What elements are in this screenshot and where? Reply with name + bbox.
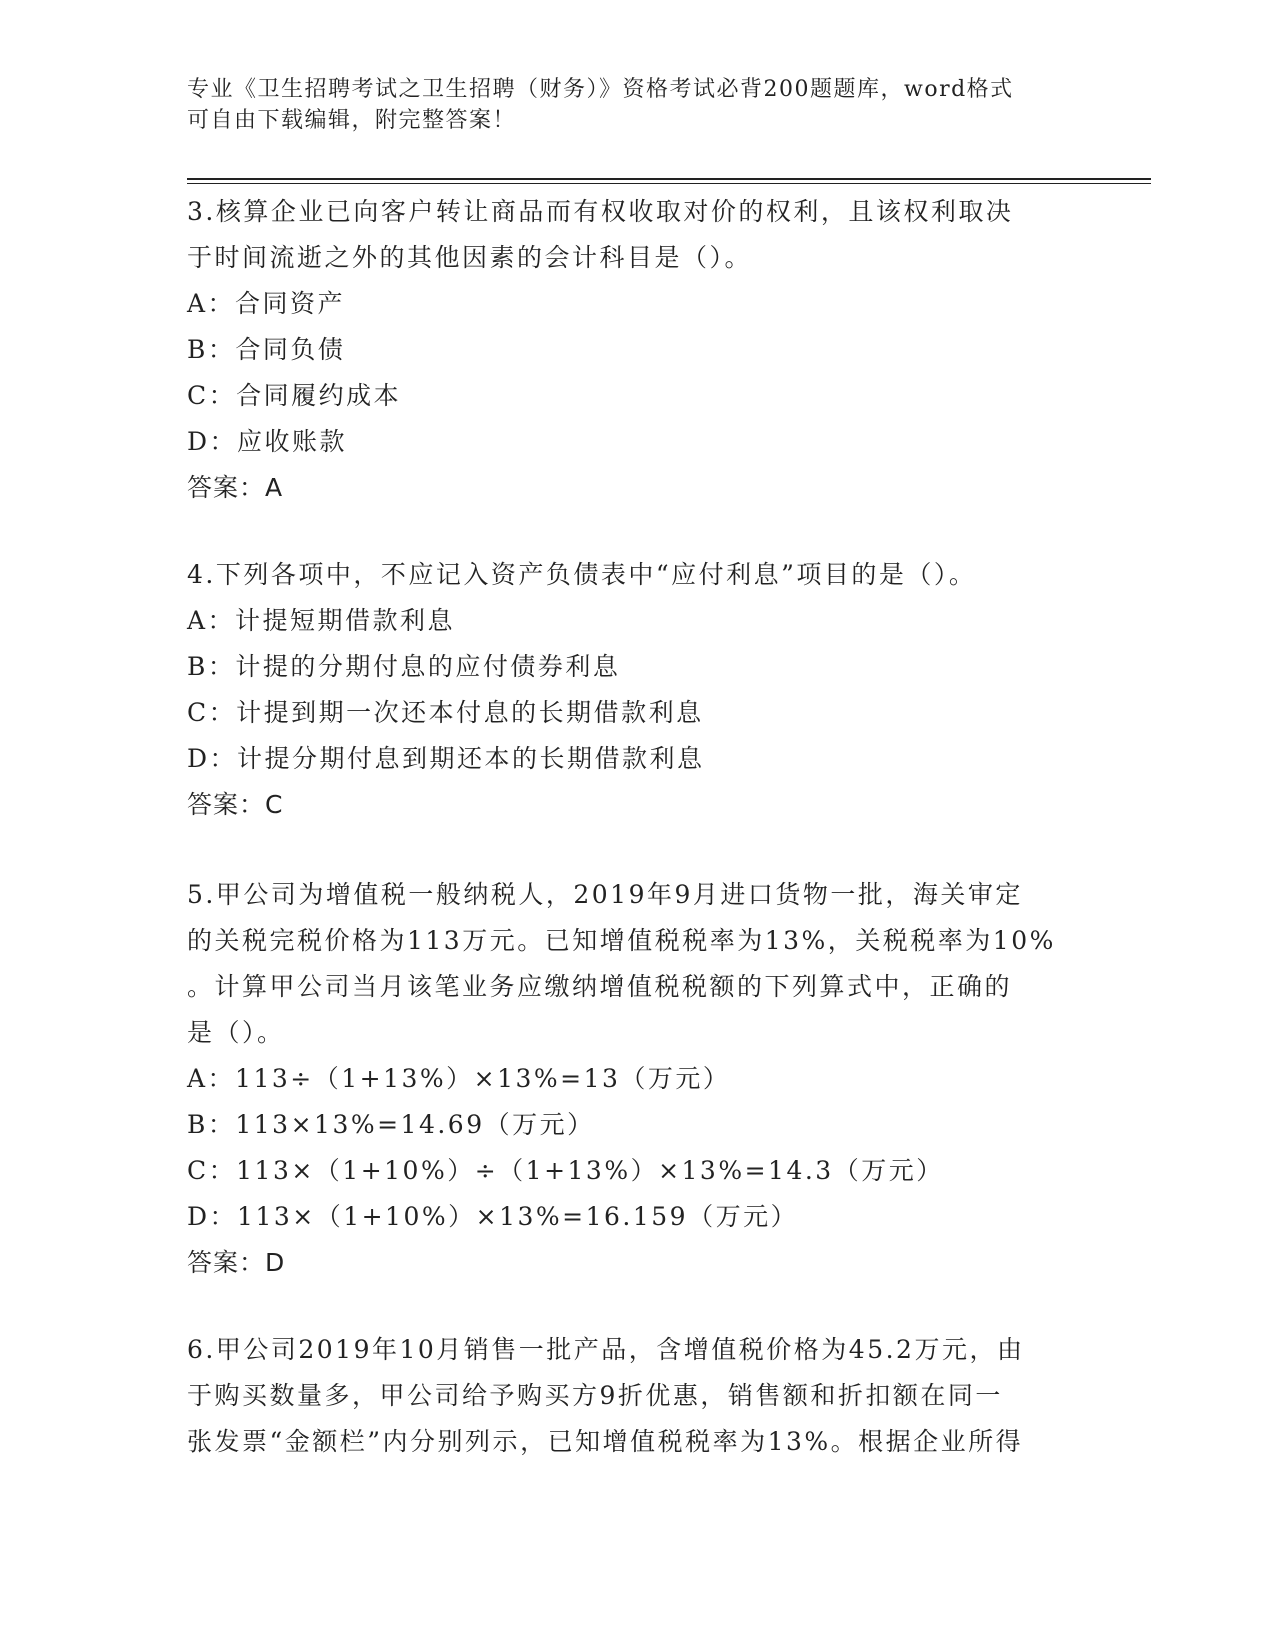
option-b: B：113×13%=14.69（万元） [187, 1110, 595, 1139]
answer: 答案：D [187, 1248, 286, 1277]
question-stem-line: 是（）。 [187, 1018, 285, 1047]
question-stem-line: 于购买数量多，甲公司给予购买方9折优惠，销售额和折扣额在同一 [187, 1381, 1003, 1410]
option-a: A：计提短期借款利息 [187, 606, 456, 635]
document-header [187, 74, 1087, 136]
option-c: C：113×（1+10%）÷（1+13%）×13%=14.3（万元） [187, 1156, 944, 1185]
question-4 [187, 552, 1087, 828]
option-b: B：计提的分期付息的应付债券利息 [187, 652, 621, 681]
question-stem-line: 张发票“金额栏”内分别列示，已知增值税税率为13%。根据企业所得 [187, 1427, 1024, 1456]
question-stem-line: 的关税完税价格为113万元。已知增值税税率为13%，关税税率为10% [187, 926, 1056, 955]
option-c: C：计提到期一次还本付息的长期借款利息 [187, 698, 704, 727]
option-a: A：合同资产 [187, 289, 346, 318]
question-3 [187, 189, 1087, 511]
question-5 [187, 872, 1087, 1286]
header-rule-thin [187, 183, 1151, 184]
option-d: D：应收账款 [187, 427, 348, 456]
option-a: A：113÷（1+13%）×13%=13（万元） [187, 1064, 731, 1093]
option-d: D：计提分期付息到期还本的长期借款利息 [187, 744, 705, 773]
answer: 答案：A [187, 473, 284, 502]
option-d: D：113×（1+10%）×13%=16.159（万元） [187, 1202, 799, 1231]
question-stem-line: 4.下列各项中，不应记入资产负债表中“应付利息”项目的是（）。 [187, 560, 977, 589]
question-stem-line: 于时间流逝之外的其他因素的会计科目是（）。 [187, 243, 753, 272]
question-stem-line: 3.核算企业已向客户转让商品而有权收取对价的权利，且该权利取决 [187, 197, 1014, 226]
question-stem-line: 6.甲公司2019年10月销售一批产品，含增值税价格为45.2万元，由 [187, 1335, 1025, 1364]
answer: 答案：C [187, 790, 284, 819]
header-line-2: 可自由下载编辑，附完整答案！ [187, 108, 517, 133]
option-b: B：合同负债 [187, 335, 346, 364]
question-6 [187, 1327, 1087, 1465]
question-stem-line: 。计算甲公司当月该笔业务应缴纳增值税税额的下列算式中，正确的 [187, 972, 1013, 1001]
question-stem-line: 5.甲公司为增值税一般纳税人，2019年9月进口货物一批，海关审定 [187, 880, 1023, 909]
header-line-1: 专业《卫生招聘考试之卫生招聘（财务）》资格考试必背200题题库，word格式 [187, 77, 1014, 102]
option-c: C：合同履约成本 [187, 381, 402, 410]
header-rule-thick [187, 178, 1151, 180]
